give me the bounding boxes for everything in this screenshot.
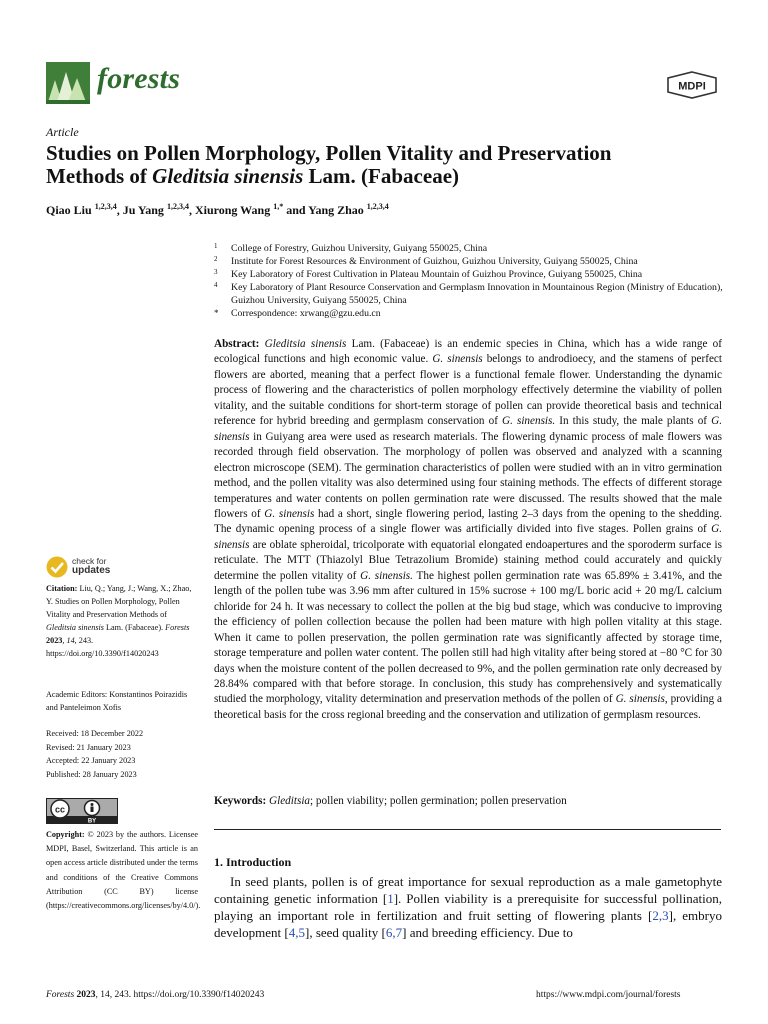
footer-doi[interactable]: , 14, 243. https://doi.org/10.3390/f14020243 xyxy=(95,990,265,1000)
author-name[interactable]: Xiurong Wang xyxy=(194,203,271,217)
revised-date: Revised: 21 January 2023 xyxy=(46,742,131,752)
author-name[interactable]: Ju Yang xyxy=(122,203,164,217)
copyright-notice xyxy=(46,828,201,913)
section-heading: 1. Introduction xyxy=(214,855,292,869)
by-label: BY xyxy=(87,818,97,824)
citation-text: Liu, Q.; Yang, J.; Wang, X.; Zhao, Y. Studies on Pollen Morphology, Pollen Vitality and Preservation Methods of xyxy=(46,584,192,619)
footer-journal: Forests xyxy=(46,990,75,1000)
species-name: G. sinensis. xyxy=(502,415,556,428)
cc-label: cc xyxy=(54,804,66,815)
cc-by-license-icon[interactable] xyxy=(46,798,118,824)
species-name: G. sinensis xyxy=(615,693,665,706)
abstract-text: Lam. (Fabaceae) is an endemic species in China, which has a wide range of ecological functions and high economic value. xyxy=(214,338,722,366)
species-name: Gleditsia sinensis xyxy=(264,338,347,350)
abstract-text: are oblate spheroidal, tricolporate with equatorial elongated endoapertures and the sporoderm surface is reticulate. The MTT (Thiazolyl Blue Tetrazolium Bromide) staining method could accurately and quickly determine the pollen vitality of xyxy=(214,538,722,582)
keywords-text: ; pollen viability; pollen germination; pollen preservation xyxy=(310,795,567,807)
correspondence-text[interactable]: Correspondence: xrwang@gzu.edu.cn xyxy=(231,308,381,319)
affiliation-text: Institute for Forest Resources & Environment of Guizhou, Guizhou University, Guiyang 550025, China xyxy=(231,256,638,267)
affiliation-item xyxy=(214,255,734,268)
affiliation-text: Key Laboratory of Plant Resource Conservation and Germplasm Innovation in Mountainous Region (Ministry of Education), Guizhou University, Guiyang 550025, China xyxy=(231,282,723,306)
accepted-date: Accepted: 22 January 2023 xyxy=(46,756,136,765)
reference-link[interactable]: 4,5 xyxy=(288,925,305,940)
author-list: Qiao Liu $^{1,2,3,4}$, Ju Yang $^{1,2,3,4}$, Xiurong Wang $^{1,*}$ and Yang Zhao $^{1,2,3,4}$ xyxy=(46,202,389,217)
published-date: Published: 28 January 2023 xyxy=(46,769,137,779)
abstract-text: In this study, the male plants of xyxy=(555,415,712,428)
author-name[interactable]: Yang Zhao xyxy=(308,203,364,217)
reference-link[interactable]: 2,3 xyxy=(652,908,669,923)
correspondence-marker: * xyxy=(214,308,219,318)
abstract-text: The highest pollen germination rate was 65.89% ± 3.41%, and the length of the pollen tube was 3.96 mm after cultured in 15% sucrose + 100 mg/L boric acid + 20 mg/L calcium chloride for 24 h. It was necessary to collect the pollen at the big bud stage, which was conducive to improving the efficiency of pollen collection because the pollen had been mature with high pollen vitality at this stage. When it came to pollen preservation, the pollen germination rate was significantly affected by storage time, storage temperature and pollen water content. The pollen still had high vitality after being stored at −80 °C for 30 days when the moisture content of the pollen decreased to 9%, and the pollen germination rate only decreased by 28.84% compared with that before storage. In conclusion, this study has comprehensively and systematically studied the morphology, vitality determination and preservation methods of the pollen of xyxy=(214,569,723,706)
title-text: Lam. (Fabaceae) xyxy=(303,164,460,188)
affiliations xyxy=(214,242,734,320)
title-species: Gleditsia sinensis xyxy=(152,164,304,188)
author-affil: 1,2,3,4 xyxy=(94,202,117,211)
publication-dates xyxy=(46,727,198,781)
affiliation-text: College of Forestry, Guizhou University, Guiyang 550025, China xyxy=(231,243,488,254)
abstract-text: belongs to androdioecy, and the stamens of perfect flowers are aborted, meaning that a perfect flower is a functional female flower. Understanding the dynamic process of flowering and the characteristics of pollen morphology effectively determine the viability of pollen vitality, and the suitable conditions for short-term storage of pollen can provide theoretical basis and technical reference for hybrid breeding and germplasm conservation of xyxy=(214,353,722,428)
author-affil: 1,* xyxy=(273,202,284,211)
author-name[interactable]: Qiao Liu xyxy=(46,203,92,217)
check-for-updates-badge[interactable] xyxy=(46,556,166,578)
publisher-name: MDPI xyxy=(678,80,706,93)
species-name: G. sinensis xyxy=(432,353,483,366)
footer-citation xyxy=(46,990,264,1000)
check-updates-line: updates xyxy=(72,565,111,576)
keywords-label: Keywords: xyxy=(214,795,267,807)
abstract-text: in Guiyang area were used as research materials. The flowering dynamic process of male flowers was recorded through field observation. The morphology of pollen was observed and analyzed with a scanning electron microscope (SEM). The germination characteristics of pollen were studied with an in vitro germination method, and the pollen vitality was also determined using four staining methods. The effects of different storage temperatures and water contents on pollen germination rate were discussed. The results showed that the male flowers of xyxy=(214,430,722,520)
citation-doi[interactable]: , 243. https://doi.org/10.3390/f14020243 xyxy=(46,636,159,658)
keyword-italic: Gleditsia xyxy=(269,795,311,807)
abstract-label: Abstract: xyxy=(214,338,260,350)
academic-editors: Academic Editors: Konstantinos Poirazidis and Panteleimon Xofis xyxy=(46,690,188,712)
copyright-text: © 2023 by the authors. Licensee MDPI, Basel, Switzerland. This article is an open access article distributed under the terms and conditions of the Creative Commons Attribution (CC BY) license (https://creativecommons.org/licenses/by/4.0/). xyxy=(46,830,201,911)
abstract-text: had a short, single flowering period, lasting 2–3 days from the opening to the shedding. The dynamic opening process of a single flower was artificially divided into five stages. Pollen grains of xyxy=(214,507,723,536)
correspondence xyxy=(214,307,734,320)
body-text: ], embryo development [ xyxy=(214,908,723,940)
species-name: G. sinensis xyxy=(264,507,315,520)
citation-journal: Forests xyxy=(165,623,190,632)
check-updates-icon xyxy=(46,556,68,578)
affiliation-number: 1 xyxy=(214,242,218,250)
affiliation-text: Key Laboratory of Forest Cultivation in Plateau Mountain of Guizhou Province, Guiyang 550025, China xyxy=(231,269,643,280)
title-text: Methods of xyxy=(46,164,153,188)
citation-year: 2023 xyxy=(46,636,63,645)
citation-species: Gleditsia sinensis xyxy=(46,623,104,632)
footer-year: 2023 xyxy=(76,990,96,1000)
citation-label: Citation: xyxy=(46,584,78,593)
copyright-label: Copyright: xyxy=(46,830,85,839)
affiliation-item xyxy=(214,268,734,281)
citation-text: Lam. (Fabaceae). xyxy=(104,623,166,632)
affiliation-number: 2 xyxy=(214,255,218,263)
reference-link[interactable]: 6,7 xyxy=(385,925,403,940)
species-name: G. sinensis xyxy=(214,415,722,443)
paper-title xyxy=(46,142,736,188)
section-divider xyxy=(214,829,721,830)
forests-logo-icon xyxy=(46,62,90,104)
author-affil: 1,2,3,4 xyxy=(166,202,189,211)
intro-paragraph xyxy=(214,873,722,941)
received-date: Received: 18 December 2022 xyxy=(46,729,144,738)
citation-block xyxy=(46,582,198,660)
abstract-text: , providing a theoretical basis for the cross regional breeding and the conservation and utilization of germplasm resources. xyxy=(214,693,722,721)
journal-name: forests xyxy=(97,62,181,95)
affiliation-item xyxy=(214,281,734,307)
abstract xyxy=(214,337,722,723)
body-text: In seed plants, pollen is of great importance for sexual reproduction as a male gametophyte containing genetic information [ xyxy=(214,874,722,906)
article-type: Article xyxy=(46,125,79,139)
body-text: ] and breeding efficiency. Due to xyxy=(402,925,573,940)
citation-volume: , 14 xyxy=(62,636,75,645)
check-updates-label xyxy=(72,557,110,575)
mdpi-logo-icon xyxy=(666,71,718,99)
affiliation-number: 3 xyxy=(214,268,218,276)
check-updates-line: check for xyxy=(72,556,107,566)
affiliation-number: 4 xyxy=(214,281,218,289)
title-line-1: Studies on Pollen Morphology, Pollen Vitality and Preservation xyxy=(46,141,612,165)
species-name: G. sinensis xyxy=(214,523,722,551)
species-name: G. sinensis. xyxy=(360,569,413,582)
author-affil: 1,2,3,4 xyxy=(366,202,389,211)
title-line-2 xyxy=(46,165,736,188)
keywords xyxy=(214,795,722,807)
footer-journal-url[interactable]: https://www.mdpi.com/journal/forests xyxy=(536,990,681,1000)
reference-link[interactable]: 1 xyxy=(387,891,394,906)
body-text: ]. Pollen viability is a prerequisite for successful pollination, playing an important role in fertilization and fruit setting of flowering plants [ xyxy=(214,891,722,923)
affiliation-item xyxy=(214,242,734,255)
body-text: ], seed quality [ xyxy=(304,925,386,940)
